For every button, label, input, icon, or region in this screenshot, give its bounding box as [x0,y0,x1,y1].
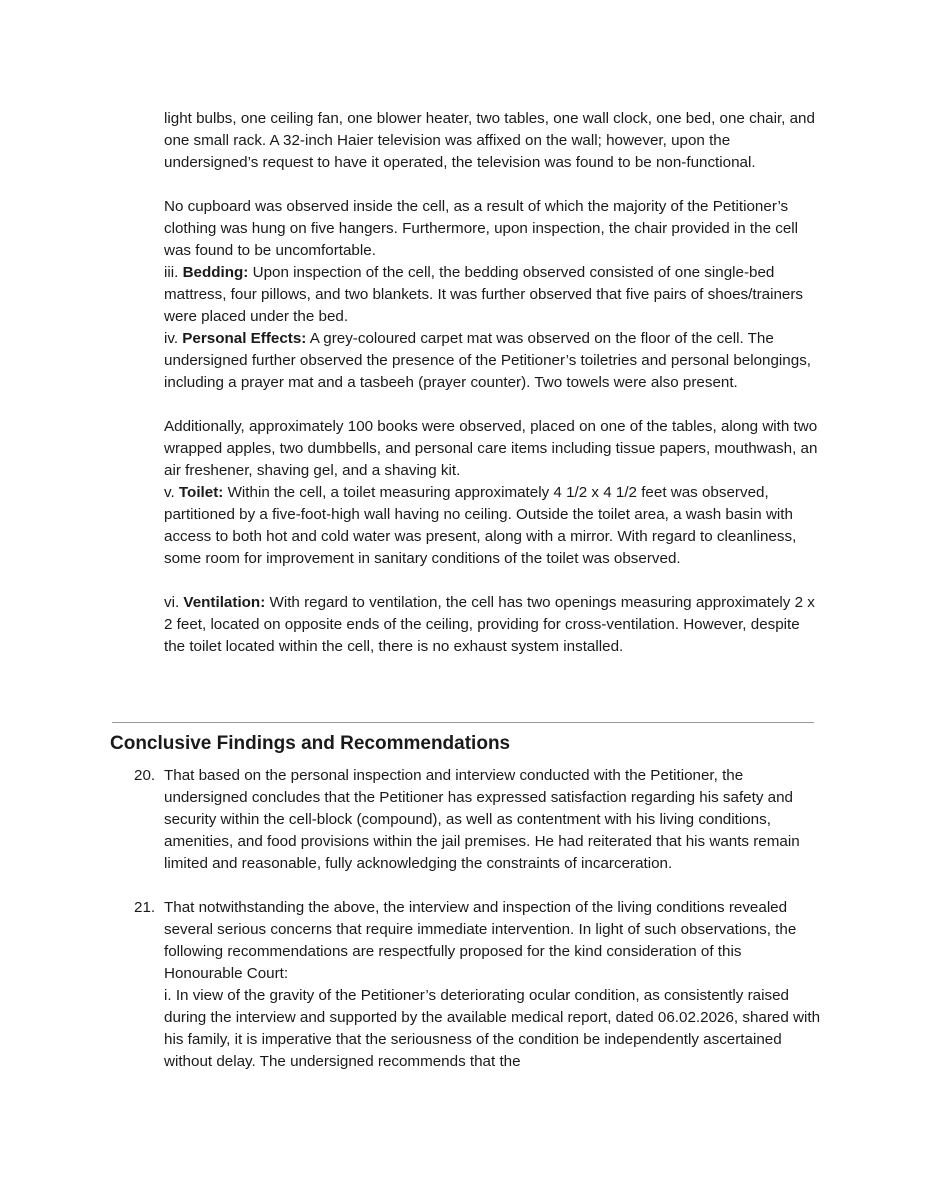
paragraph-furnishings: light bulbs, one ceiling fan, one blower heater, two tables, one wall clock, one bed, one chair, and one small rack. A 32-inch Haier television was affixed on the wall; however, upon the undersigned’s request to have it operated, the television was found to be non-functional. [164,110,815,171]
item-prefix: iv. [164,330,183,347]
recommendation-i: i. In view of the gravity of the Petitioner’s deteriorating ocular condition, as consistently raised during the interview and supported by the available medical report, dated 06.02.2026, shared with his family, it is imperative that the seriousness of the condition be independently ascertained without delay. The undersigned recommends that the [164,987,821,1070]
finding-paragraph: That notwithstanding the above, the interview and inspection of the living conditions revealed several serious concerns that require immediate intervention. In light of such observations, the following recommendations are respectfully proposed for the kind consideration of this Honourable Court: [164,899,797,982]
item-text: Upon inspection of the cell, the bedding observed consisted of one single-bed mattress, four pillows, and two blankets. It was further observed that five pairs of shoes/trainers were placed under the bed. [164,264,804,325]
section-heading: Conclusive Findings and Recommendations [110,733,511,754]
item-number: 20. [134,767,156,784]
item-prefix: iii. [164,264,183,281]
section-divider [112,722,814,723]
item-text: A grey-coloured carpet mat was observed on the floor of the cell. The undersigned further observed the presence of the Petitioner’s toiletries and personal belongings, including a prayer mat and a tasbeeh (prayer counter). Two towels were also present. [164,330,812,391]
item-ventilation [164,592,824,658]
item-label: Ventilation: [183,594,266,611]
item-text: Within the cell, a toilet measuring approximately 4 1/2 x 4 1/2 feet was observed, partitioned by a five-foot-high wall having no ceiling. Outside the toilet area, a wash basin with access to both hot and cold water was present, along with a mirror. With regard to cleanliness, some room for improvement in sanitary conditions of the toilet was observed. [164,484,797,567]
item-prefix: vi. [164,594,184,611]
item-label: Personal Effects: [182,330,307,347]
paragraph-books: Additionally, approximately 100 books were observed, placed on one of the tables, along with two wrapped apples, two dumbbells, and personal care items including tissue papers, mouthwash, an air freshener, shaving gel, and a shaving kit. [164,418,818,479]
item-bedding [164,262,824,328]
item-text: With regard to ventilation, the cell has two openings measuring approximately 2 x 2 feet, located on opposite ends of the ceiling, providing for cross-ventilation. However, despite the toilet located within the cell, there is no exhaust system installed. [164,594,815,655]
paragraph-cupboard: No cupboard was observed inside the cell, as a result of which the majority of the Petitioner’s clothing was hung on five hangers. Furthermore, upon inspection, the chair provided in the cell was found to be uncomfortable. [164,198,799,259]
item-label: Toilet: [178,484,224,501]
item-label: Bedding: [182,264,249,281]
item-number: 21. [134,899,156,916]
finding-paragraph: That based on the personal inspection and interview conducted with the Petitioner, the undersigned concludes that the Petitioner has expressed satisfaction regarding his safety and security within the cell-block (compound), as well as contentment with his living conditions, amenities, and food provisions within the jail premises. He had reiterated that his wants remain limited and reasonable, fully acknowledging the constraints of incarceration. [164,767,800,872]
item-personal-effects [164,328,824,394]
item-toilet [164,482,824,570]
item-prefix: v. [164,484,179,501]
